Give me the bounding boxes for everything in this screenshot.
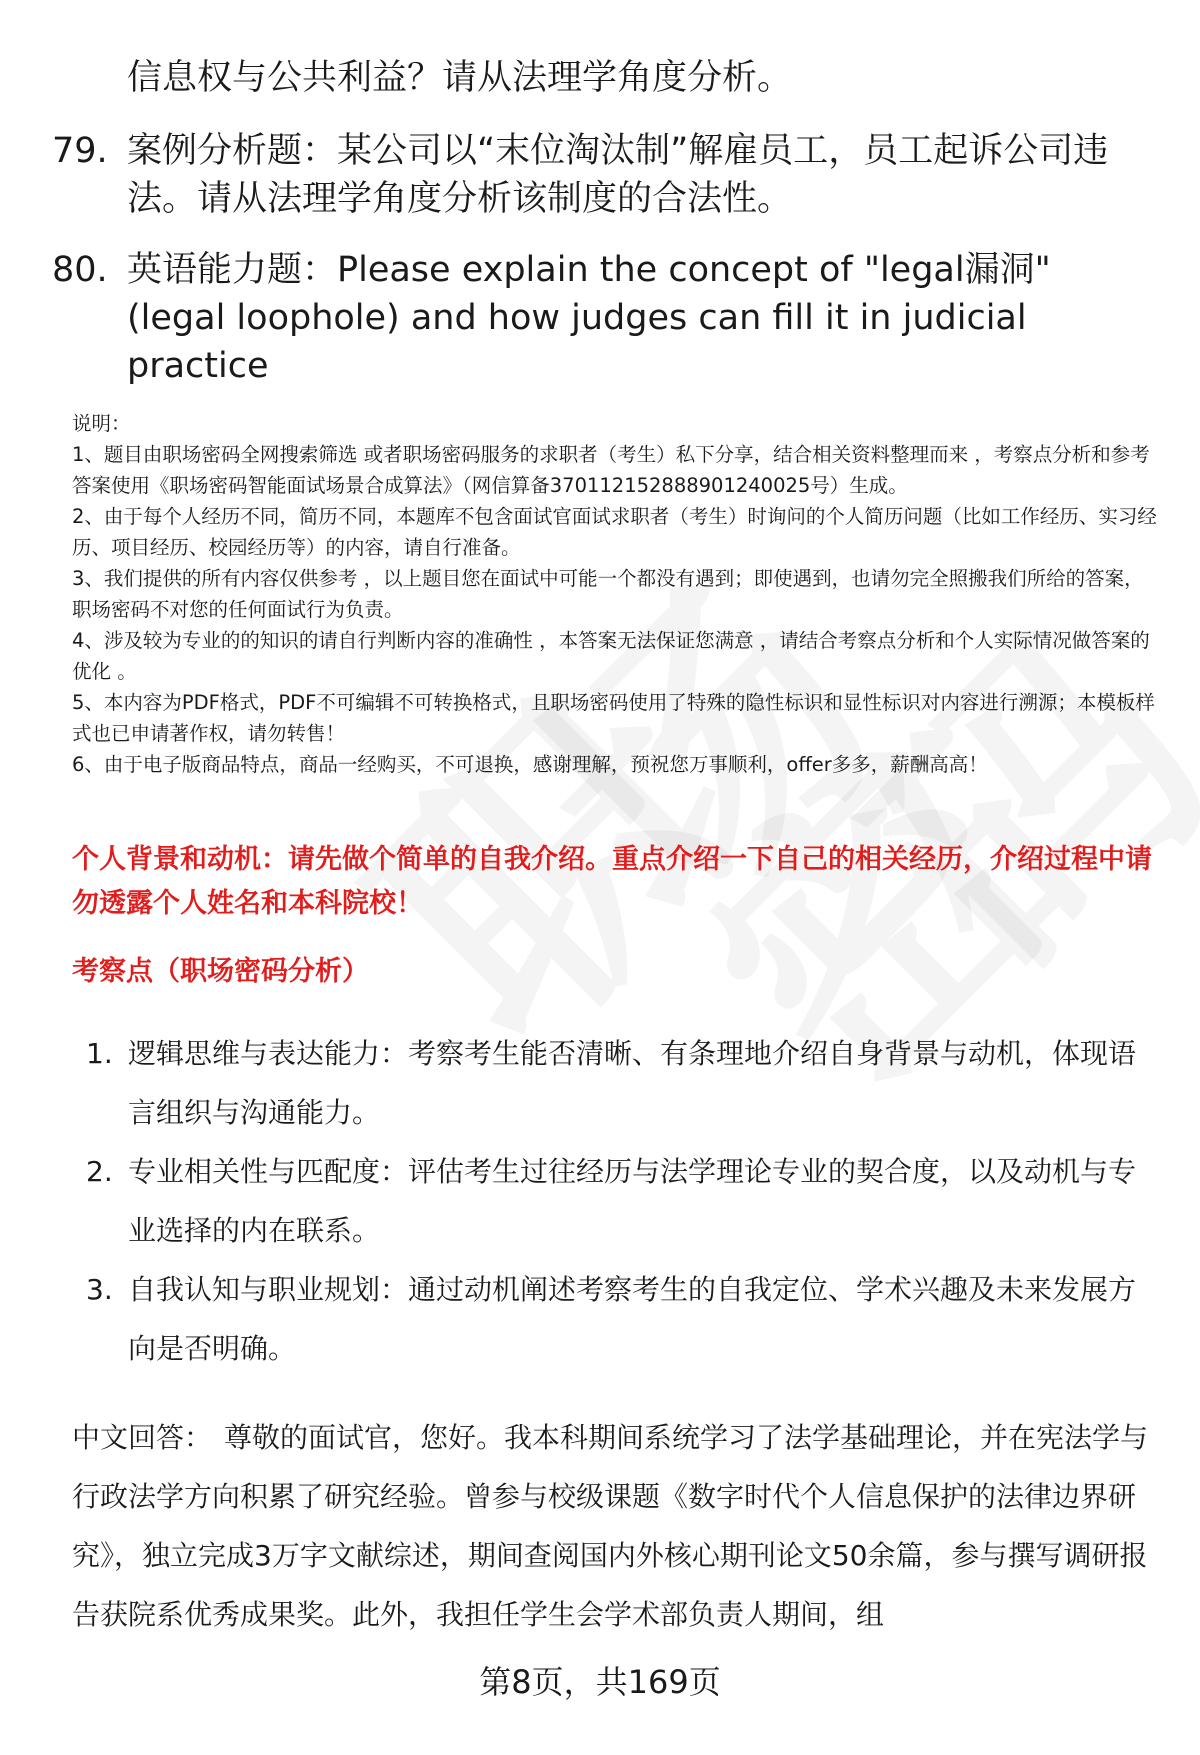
- page-footer: 第8页，共169页: [479, 1663, 721, 1701]
- answer-text: 尊敬的面试官，您好。我本科期间系统学习了法学基础理论，并在宪法学与行政法学方向积累了研究经验。曾参与校级课题《数字时代个人信息保护的法律边界研究》，独立完成3万字文献综述，期间查阅国内外核心期刊论文50余篇，参与撰写调研报告获院系优秀成果奖。此外，我担任学生会学术部负责人期间，组: [72, 1421, 1149, 1631]
- note-item: 3、我们提供的所有内容仅供参考 ，以上题目您在面试中可能一个都没有遇到；即使遇到，也请勿完全照搬我们所给的答案，职场密码不对您的任何面试行为负责。: [72, 567, 1144, 621]
- question-text: 案例分析题：某公司以“末位淘汰制”解雇员工，员工起诉公司违法。请从法理学角度分析该制度的合法性。: [127, 131, 1109, 219]
- exam-point-number: 1.: [86, 1037, 113, 1070]
- section-title: 个人背景和动机：请先做个简单的自我介绍。重点介绍一下自己的相关经历，介绍过程中请勿透露个人姓名和本科院校！: [72, 844, 1152, 919]
- exam-point: [72, 1024, 1152, 1142]
- note-item: 4、涉及较为专业的的知识的请自行判断内容的准确性 ，本答案无法保证您满意 ，请结合考察点分析和个人实际情况做答案的优化 。: [72, 629, 1150, 683]
- note-item: 5、本内容为PDF格式，PDF不可编辑不可转换格式，且职场密码使用了特殊的隐性标识和显性标识对内容进行溯源；本模板样式也已申请著作权，请勿转售！: [72, 691, 1155, 745]
- exam-point-text: 自我认知与职业规划：通过动机阐述考察考生的自我定位、学术兴趣及未来发展方向是否明确。: [128, 1273, 1137, 1365]
- question-number: 79.: [52, 131, 108, 171]
- notes-title: 说明：: [72, 412, 131, 435]
- exam-points-list: [72, 1024, 1152, 1378]
- exam-point-text: 专业相关性与匹配度：评估考生过往经历与法学理论专业的契合度，以及动机与专业选择的内在联系。: [128, 1155, 1137, 1247]
- exam-point-number: 3.: [86, 1273, 113, 1306]
- exam-point-text: 逻辑思维与表达能力：考察考生能否清晰、有条理地介绍自身背景与动机，体现语言组织与沟通能力。: [128, 1037, 1137, 1129]
- exam-point: [72, 1260, 1152, 1378]
- note-item: 2、由于每个人经历不同，简历不同，本题库不包含面试官面试求职者（考生）时询问的个人简历问题（比如工作经历、实习经历、项目经历、校园经历等）的内容，请自行准备。: [72, 505, 1157, 559]
- question-number: 80.: [52, 250, 108, 290]
- exam-point: [72, 1142, 1152, 1260]
- question-text: 信息权与公共利益？请从法理学角度分析。: [127, 58, 793, 98]
- answer-section: [72, 1408, 1152, 1644]
- exam-points-title: 考察点（职场密码分析）: [72, 956, 369, 987]
- note-item: 6、由于电子版商品特点，商品一经购买，不可退换，感谢理解，预祝您万事顺利，offer多多，薪酬高高！: [72, 753, 988, 776]
- answer-label: 中文回答：: [72, 1421, 213, 1454]
- question-text: 英语能力题：Please explain the concept of "legal漏洞" (legal loophole) and how judges can fill it in judicial practice: [127, 250, 1051, 386]
- exam-point-number: 2.: [86, 1155, 113, 1188]
- notes-section: [72, 408, 1162, 780]
- note-item: 1、题目由职场密码全网搜索筛选 或者职场密码服务的求职者（考生）私下分享，结合相关资料整理而来 ，考察点分析和参考答案使用《职场密码智能面试场景合成算法》（网信算备370112152888901240025号）生成。: [72, 443, 1150, 497]
